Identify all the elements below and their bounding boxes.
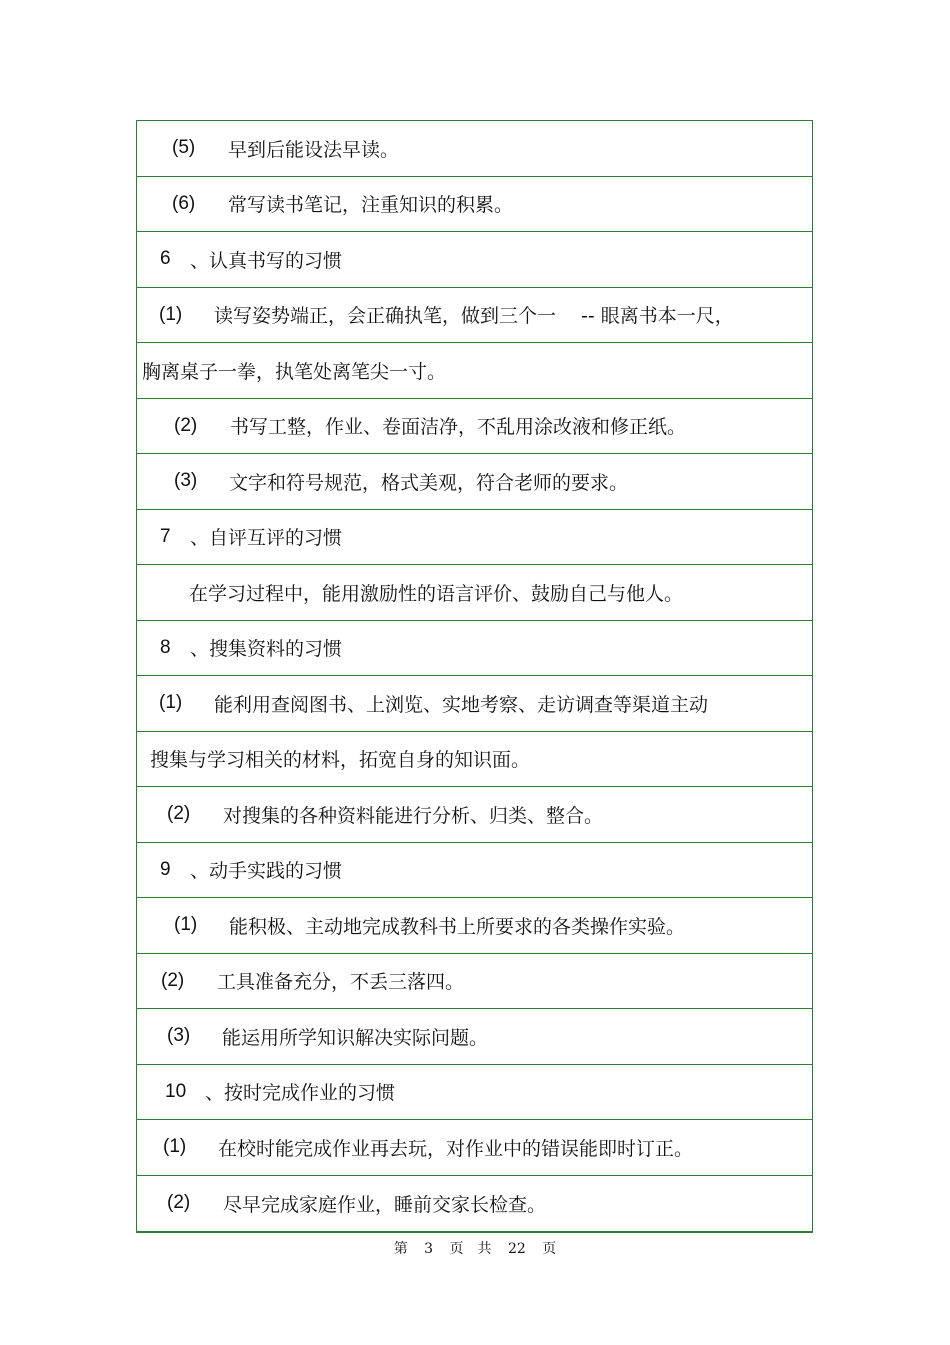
item-number: (3) [174, 470, 198, 492]
table-row [137, 510, 812, 566]
content-table [136, 120, 813, 1233]
item-text-continued: 胸离桌子一拳，执笔处离笔尖一寸。 [142, 360, 447, 383]
footer-suffix: 页 [542, 1241, 557, 1257]
item-number: (2) [161, 969, 185, 991]
table-row [137, 954, 812, 1010]
table-row [137, 1065, 812, 1121]
section-number: 7 [160, 525, 171, 547]
table-row [137, 621, 812, 677]
table-row [137, 399, 812, 455]
table-row [137, 787, 812, 843]
section-heading: 、认真书写的习惯 [190, 249, 343, 272]
item-text: 在校时能完成作业再去玩，对作业中的错误能即时订正。 [218, 1137, 694, 1160]
item-number: (1) [159, 692, 183, 714]
footer-prefix: 第 [393, 1241, 408, 1257]
item-text-continued: 搜集与学习相关的材料，拓宽自身的知识面。 [150, 749, 531, 772]
item-number: (2) [167, 1192, 191, 1214]
item-number: (3) [167, 1025, 191, 1047]
table-row [137, 676, 812, 732]
item-text: 文字和符号规范，格式美观，符合老师的要求。 [229, 471, 629, 494]
item-text: 书写工整，作业、卷面洁净，不乱用涂改液和修正纸。 [230, 416, 687, 439]
item-number: (5) [172, 137, 196, 159]
item-text: 能运用所学知识解决实际问题。 [222, 1026, 489, 1049]
table-row [137, 565, 812, 621]
item-text: 早到后能设法早读。 [228, 138, 400, 161]
table-row [137, 177, 812, 233]
item-number: (2) [174, 414, 198, 436]
table-row [137, 343, 812, 399]
item-text: 尽早完成家庭作业，睡前交家长检查。 [223, 1193, 547, 1216]
section-heading: 、搜集资料的习惯 [190, 638, 343, 661]
item-number: (6) [172, 192, 196, 214]
item-text: 能利用查阅图书、上浏览、实地考察、走访调查等渠道主动 [214, 693, 709, 716]
table-row [137, 843, 812, 899]
section-heading: 、按时完成作业的习惯 [205, 1082, 396, 1105]
section-number: 6 [160, 248, 171, 270]
table-row [137, 898, 812, 954]
section-heading: 、自评互评的习惯 [190, 527, 343, 550]
item-text: 工具准备充分，不丢三落四。 [217, 971, 465, 994]
item-text: 常写读书笔记，注重知识的积累。 [228, 194, 514, 217]
table-row [137, 1176, 812, 1232]
footer-mid: 页 共 [449, 1241, 492, 1257]
table-row [137, 1009, 812, 1065]
table-row [137, 121, 812, 177]
table-row [137, 454, 812, 510]
section-number: 9 [160, 858, 171, 880]
item-text: 对搜集的各种资料能进行分析、归类、整合。 [223, 804, 604, 827]
page-footer [0, 1238, 950, 1258]
item-text: 读写姿势端正，会正确执笔，做到三个一 -- 眼离书本一尺， [214, 305, 734, 328]
section-number: 10 [165, 1080, 187, 1102]
table-row [137, 1120, 812, 1176]
item-number: (1) [159, 303, 183, 325]
item-number: (1) [174, 914, 198, 936]
table-row [137, 732, 812, 788]
current-page-number: 3 [424, 1241, 434, 1257]
item-number: (2) [167, 803, 191, 825]
item-number: (1) [163, 1136, 187, 1158]
section-number: 8 [160, 636, 171, 658]
item-text: 能积极、主动地完成教科书上所要求的各类操作实验。 [229, 915, 686, 938]
total-pages: 22 [508, 1241, 526, 1257]
section-heading: 、动手实践的习惯 [190, 860, 343, 883]
item-text: 在学习过程中，能用激励性的语言评价、鼓励自己与他人。 [189, 582, 684, 605]
table-row [137, 232, 812, 288]
table-row [137, 288, 812, 344]
